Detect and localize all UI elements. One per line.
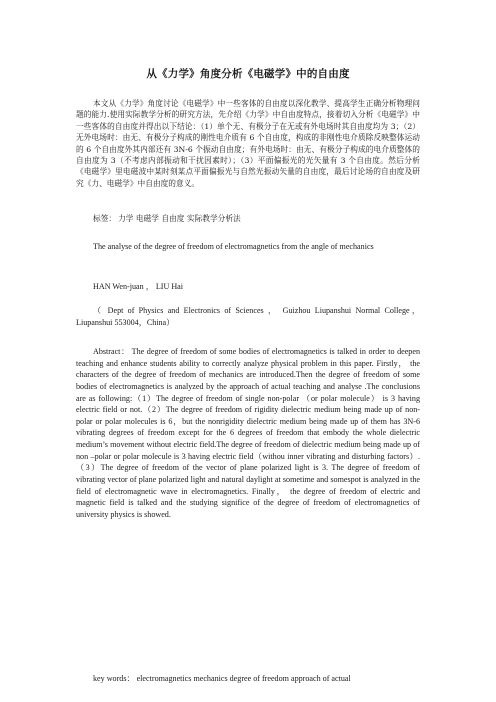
chinese-keywords-text: 力学 电磁学 自由度 实际教学分析法 <box>118 214 241 223</box>
english-keywords-text: electromagnetics mechanics degree of freedom approach of actual <box>136 674 351 683</box>
english-authors: HAN Wen-juan ， LIU Hai <box>93 282 184 291</box>
english-keywords-label: key words： <box>93 674 135 683</box>
english-abstract-label: Abstract： <box>93 347 130 356</box>
english-abstract-text: The degree of freedom of some bodies of electromagnetics is talked in order to deepen teaching and enhance students ability to correctly analyze physical problem in this paper. Firstly， the characters of the degree of freedom of mechanics are introduced.Then the degree of freedom of some bodies of electromagnetics is analyzed by the approach of actual teaching and analyse .The conclusions are as following:（1）The degree of freedom of single non-polar （or polar molecule） is 3 having electric field or not.（2）The degree of freedom of rigidity dielectric medium being made up of non-polar or polar molecules is 6，but the nonrigidity dielectric medium being made up of them has 3N-6 vibrating degrees of freedom except for the 6 degrees of freedom that embody the whole dielectric medium’s movement without electric field.The degree of freedom of dielectric medium being made up of non –polar or polar molecule is 3 having electric field（withou inner vibrating and disturbing factors）.（3）The degree of freedom of the vector of plane polarized light is 3. The degree of freedom of vibrating vector of plane polarized light and natural daylight at sometime and somespot is analyzed in the field of electromagnetic wave in electromagnetics. Finally， the degree of freedom of electric and magnetic field is talked and the studying significe of the degree of freedom of electromagnetics of university physics is showed. <box>76 347 420 519</box>
english-title: The analyse of the degree of freedom of electromagnetics from the angle of mechanics <box>93 242 374 251</box>
chinese-keywords <box>76 213 420 224</box>
paper-title: 从《力学》角度分析《电磁学》中的自由度 <box>146 68 350 80</box>
english-keywords <box>76 673 420 684</box>
english-affiliation: （ Dept of Physics and Electronics of Sciences ， Guizhou Liupanshui Normal College， Liupanshui 553004，China） <box>76 306 420 327</box>
chinese-keywords-label: 标签： <box>93 214 117 223</box>
english-abstract <box>76 346 420 520</box>
chinese-abstract: 本文从《力学》角度讨论《电磁学》中一些客体的自由度以深化教学、提高学生正确分析物理问题的能力.使用实际教学分析的研究方法，先介绍《力学》中自由度特点，接着切入分析《电磁学》中一些客体的自由度并得出以下结论：（1）单个无、有极分子在无或有外电场时其自由度均为 3；（2）无外电场时：由无、有极分子构成的刚性电介质有 6 个自由度，构成的非刚性电介质除反映整体运动的 6 个自由度外其内部还有 3N-6 个振动自由度；有外电场时：由无、有极分子构成的电介质整体的自由度为 3（不考虑内部振动和干扰因素时）；（3）平面偏振光的光矢量有 3 个自由度。然后分析《电磁学》里电磁波中某时刻某点平面偏振光与自然光振动矢量的自由度，最后讨论场的自由度及研究《力、电磁学》中自由度的意义。 <box>76 99 420 188</box>
